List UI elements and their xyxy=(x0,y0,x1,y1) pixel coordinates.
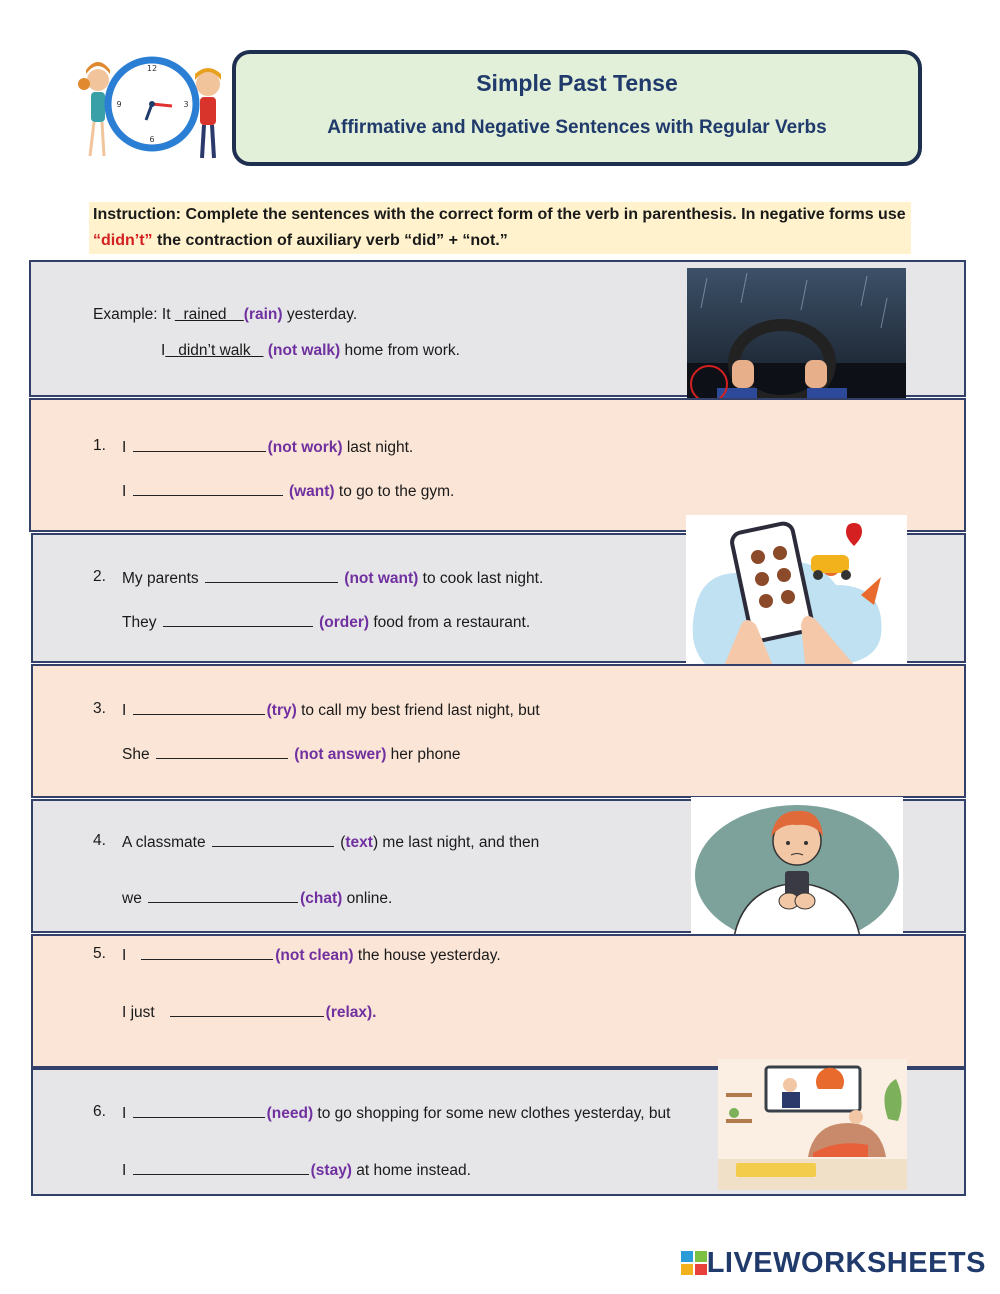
question-4-line-a xyxy=(122,832,539,852)
sentence-text: to call my best friend last night, but xyxy=(296,702,540,719)
sentence-text: I xyxy=(122,439,127,456)
example-verb-2: (not walk) xyxy=(267,342,341,359)
answer-blank[interactable] xyxy=(133,700,265,715)
verb-hint: (not work) xyxy=(267,439,343,456)
paren: ( xyxy=(340,834,346,851)
verb-hint: (want) xyxy=(288,483,335,500)
sentence-text: to cook last night. xyxy=(418,570,544,587)
boy-with-phone-image xyxy=(691,797,903,943)
relaxing-at-home-image xyxy=(718,1059,907,1190)
instruction-text-2: the contraction of auxiliary verb “did” + “not.” xyxy=(152,232,508,249)
question-4-line-b xyxy=(122,888,392,908)
svg-text:6: 6 xyxy=(149,135,155,144)
verb-hint: (chat) xyxy=(300,890,343,907)
sentence-text: I just xyxy=(122,1004,155,1021)
sentence-text: online. xyxy=(342,890,393,907)
verb-hint: (try) xyxy=(266,702,297,719)
instruction-text-1: Instruction: Complete the sentences with the correct form of the verb in parenthesis. In negative forms use xyxy=(93,206,906,223)
question-5-line-a xyxy=(122,945,501,965)
example-answer-1: rained xyxy=(183,306,227,323)
svg-text:12: 12 xyxy=(146,64,158,73)
instruction-box xyxy=(89,202,911,254)
instruction-highlight: “didn’t” xyxy=(93,232,153,249)
answer-blank[interactable] xyxy=(170,1002,324,1017)
example-text: home from work. xyxy=(340,342,460,359)
sentence-text: to go shopping for some new clothes yesterday, but xyxy=(313,1105,671,1122)
question-2-line-b xyxy=(122,612,530,632)
sentence-text: last night. xyxy=(342,439,414,456)
answer-blank[interactable] xyxy=(133,437,266,452)
answer-blank[interactable] xyxy=(163,612,313,627)
page-title: Simple Past Tense xyxy=(476,70,678,96)
question-3-line-b xyxy=(122,744,461,764)
question-number: 6. xyxy=(93,1103,106,1120)
question-number: 4. xyxy=(93,832,106,849)
answer-blank[interactable] xyxy=(133,1103,265,1118)
sentence-text: we xyxy=(122,890,142,907)
sentence-text: me last night, and then xyxy=(378,834,540,851)
example-verb-1: (rain) xyxy=(243,306,283,323)
question-5-line-b xyxy=(122,1002,377,1022)
verb-hint: (not want) xyxy=(344,570,419,587)
example-line-1 xyxy=(93,306,357,324)
verb-hint: (not clean) xyxy=(275,947,354,964)
sentence-text: the house yesterday. xyxy=(353,947,501,964)
question-number: 2. xyxy=(93,568,106,585)
question-number: 3. xyxy=(93,700,106,717)
sentence-text: I xyxy=(122,947,127,964)
clock-kids-illustration xyxy=(76,44,226,166)
sentence-text: She xyxy=(122,746,150,763)
question-1-line-b xyxy=(122,481,454,501)
example-text: Example: It xyxy=(93,306,175,323)
sentence-text: I xyxy=(122,483,127,500)
sentence-text: food from a restaurant. xyxy=(369,614,531,631)
answer-blank[interactable] xyxy=(148,888,298,903)
liveworksheets-logo-text: LIVEWORKSHEETS xyxy=(706,1247,986,1279)
sentence-text: her phone xyxy=(386,746,461,763)
sentence-text: to go to the gym. xyxy=(334,483,455,500)
verb-hint: text xyxy=(345,834,373,851)
question-3-line-a xyxy=(122,700,540,720)
verb-hint: (need) xyxy=(266,1105,314,1122)
svg-text:3: 3 xyxy=(183,100,189,109)
page-subtitle: Affirmative and Negative Sentences with Regular Verbs xyxy=(327,117,827,138)
sentence-text: I xyxy=(122,702,127,719)
answer-blank[interactable] xyxy=(133,481,283,496)
verb-hint: (stay) xyxy=(310,1162,352,1179)
title-banner xyxy=(232,50,922,166)
liveworksheets-logo[interactable] xyxy=(681,1247,986,1280)
verb-hint: (relax). xyxy=(325,1004,377,1021)
question-2-line-a xyxy=(122,568,543,588)
paren: ) xyxy=(372,834,379,851)
sentence-text: A classmate xyxy=(122,834,206,851)
verb-hint: (not answer) xyxy=(294,746,387,763)
answer-blank[interactable] xyxy=(133,1160,309,1175)
question-panel-1 xyxy=(29,398,966,532)
svg-text:9: 9 xyxy=(116,100,122,109)
sentence-text: I xyxy=(122,1162,127,1179)
question-number: 1. xyxy=(93,437,106,454)
sentence-text: They xyxy=(122,614,157,631)
answer-blank[interactable] xyxy=(212,832,334,847)
food-delivery-app-image xyxy=(686,515,907,673)
answer-blank[interactable] xyxy=(141,945,273,960)
driving-rain-image xyxy=(687,268,906,413)
question-panel-3 xyxy=(31,664,966,798)
sentence-text: at home instead. xyxy=(351,1162,471,1179)
question-6-line-b xyxy=(122,1160,471,1180)
answer-blank[interactable] xyxy=(205,568,338,583)
question-1-line-a xyxy=(122,437,413,457)
example-line-2 xyxy=(161,342,460,360)
liveworksheets-logo-icon xyxy=(681,1251,707,1275)
example-text: yesterday. xyxy=(282,306,358,323)
sentence-text: I xyxy=(122,1105,127,1122)
example-text: I xyxy=(161,342,166,359)
sentence-text: My parents xyxy=(122,570,199,587)
question-6-line-a xyxy=(122,1103,670,1123)
question-number: 5. xyxy=(93,945,106,962)
example-answer-2: didn’t walk xyxy=(178,342,251,359)
answer-blank[interactable] xyxy=(156,744,288,759)
verb-hint: (order) xyxy=(319,614,370,631)
